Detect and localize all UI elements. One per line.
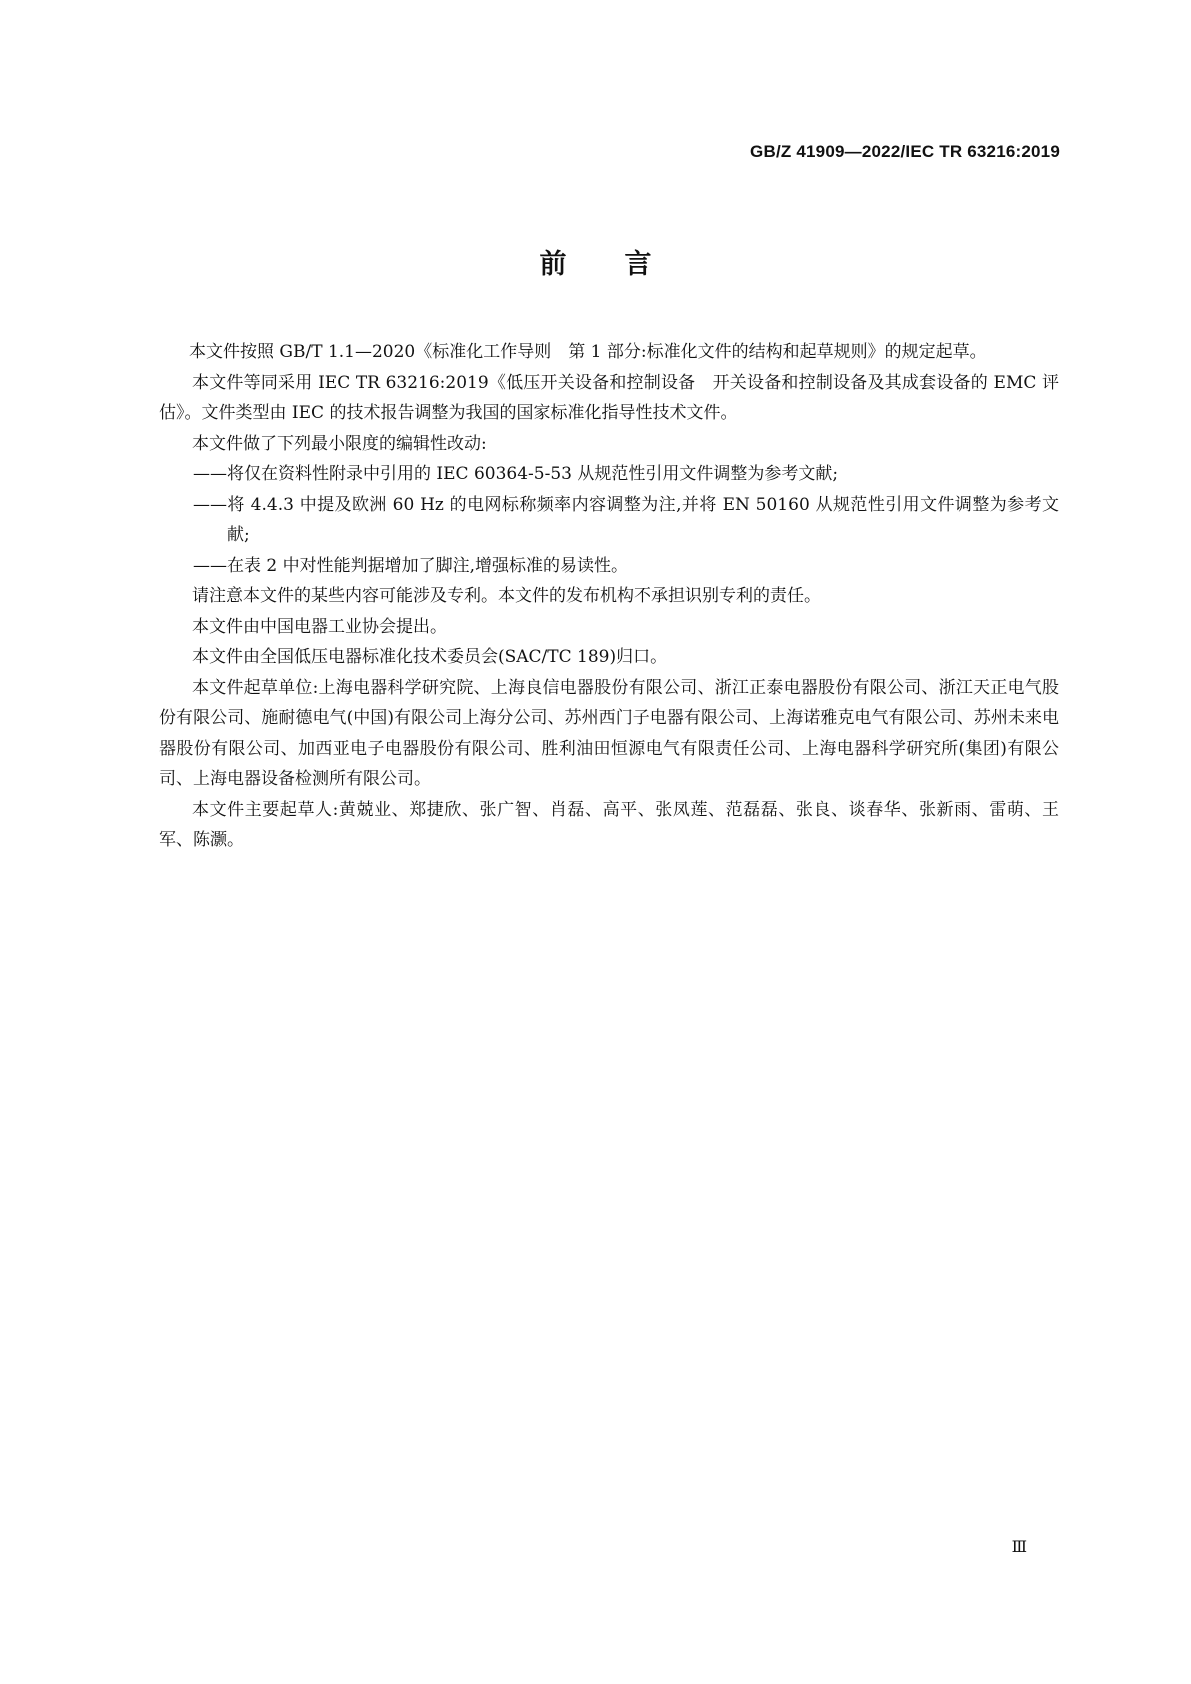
paragraph-drafting-units: 本文件起草单位:上海电器科学研究院、上海良信电器股份有限公司、浙江正泰电器股份有限公司、浙江天正电气股份有限公司、施耐德电气(中国)有限公司上海分公司、苏州西门子电器有限公司、上海诺雅克电气有限公司、苏州未来电器股份有限公司、加西亚电子电器股份有限公司、胜利油田恒源电气有限责任公司、上海电器科学研究所(集团)有限公司、上海电器设备检测所有限公司。 bbox=[159, 677, 1059, 789]
paragraph-edits-intro: 本文件做了下列最小限度的编辑性改动: bbox=[192, 433, 487, 454]
paragraph-drafters: 本文件主要起草人:黄兢业、郑捷欣、张广智、肖磊、高平、张凤莲、范磊磊、张良、谈春华、张新雨、雷萌、王军、陈灏。 bbox=[159, 799, 1059, 850]
edit-list-item: ——将仅在资料性附录中引用的 IEC 60364-5-53 从规范性引用文件调整为参考文献; bbox=[193, 464, 839, 484]
paragraph-adoption: 本文件等同采用 IEC TR 63216:2019《低压开关设备和控制设备 开关设备和控制设备及其成套设备的 EMC 评估》。文件类型由 IEC 的技术报告调整为我国的国家标准化指导性技术文件。 bbox=[159, 372, 1059, 423]
foreword-body bbox=[159, 337, 1059, 856]
paragraph-proposer: 本文件由中国电器工业协会提出。 bbox=[192, 616, 447, 637]
paragraph-patent-notice: 请注意本文件的某些内容可能涉及专利。本文件的发布机构不承担识别专利的责任。 bbox=[192, 586, 821, 606]
page-title: 前言 bbox=[539, 249, 710, 280]
paragraph-committee: 本文件由全国低压电器标准化技术委员会(SAC/TC 189)归口。 bbox=[192, 647, 668, 667]
edit-list-item: ——在表 2 中对性能判据增加了脚注,增强标准的易读性。 bbox=[193, 555, 629, 576]
edit-list-item: ——将 4.4.3 中提及欧洲 60 Hz 的电网标称频率内容调整为注,并将 EN 50160 从规范性引用文件调整为参考文献; bbox=[193, 494, 1059, 545]
page-number: Ⅲ bbox=[1011, 1539, 1027, 1556]
document-id: GB/Z 41909—2022/IEC TR 63216:2019 bbox=[750, 142, 1060, 161]
paragraph-drafting-rules: 本文件按照 GB/T 1.1—2020《标准化工作导则 第 1 部分:标准化文件的结构和起草规则》的规定起草。 bbox=[189, 342, 987, 362]
